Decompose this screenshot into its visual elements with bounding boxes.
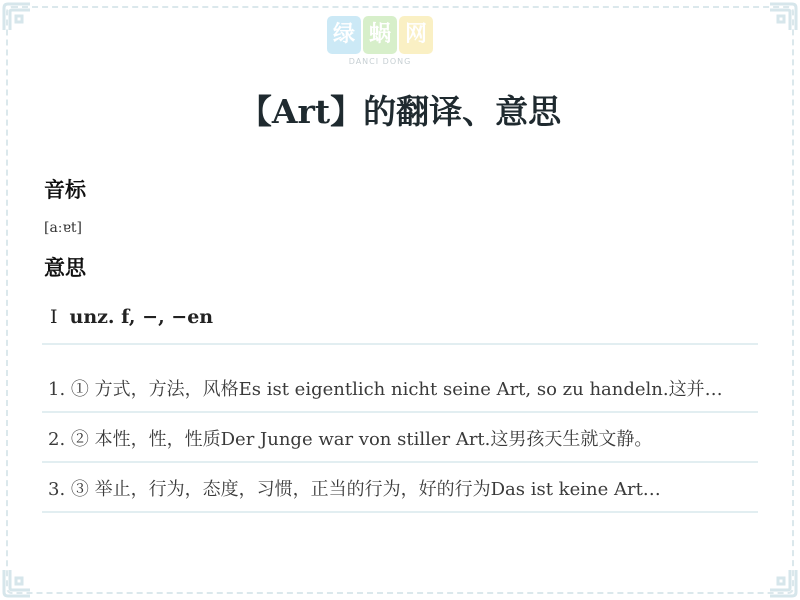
definition-item: 1. ① 方式，方法，风格Es ist eigentlich nicht seine Art, so zu handeln.这并… (48, 379, 723, 400)
page-title: 【Art】的翻译、意思 (238, 92, 562, 131)
corner-ornament-icon (0, 0, 34, 34)
definition-item: 3. ③ 举止，行为，态度，习惯，正当的行为，好的行为Das ist keine Art… (48, 479, 661, 500)
corner-ornament-icon (766, 0, 800, 34)
logo-tile: 蜗 (363, 16, 397, 54)
definition-item: 2. ② 本性，性，性质Der Junge war von stiller Art.这男孩天生就文静。 (48, 429, 653, 450)
phonetic-heading: 音标 (44, 177, 86, 202)
divider (42, 511, 758, 513)
pos-numeral: Ⅰ (50, 306, 58, 328)
pos-grammar: unz. f, −, −en (69, 306, 214, 328)
logo-tile: 绿 (327, 16, 361, 54)
site-logo (324, 14, 436, 80)
logo-tile: 网 (399, 16, 433, 54)
divider (42, 461, 758, 463)
corner-ornament-icon (766, 566, 800, 600)
meaning-heading: 意思 (44, 255, 86, 280)
divider (42, 411, 758, 413)
logo-subtitle: DANCI DONG (348, 57, 412, 66)
phonetic-value: [aːɐt] (44, 220, 82, 236)
divider (42, 343, 758, 345)
corner-ornament-icon (0, 566, 34, 600)
part-of-speech (50, 306, 213, 328)
